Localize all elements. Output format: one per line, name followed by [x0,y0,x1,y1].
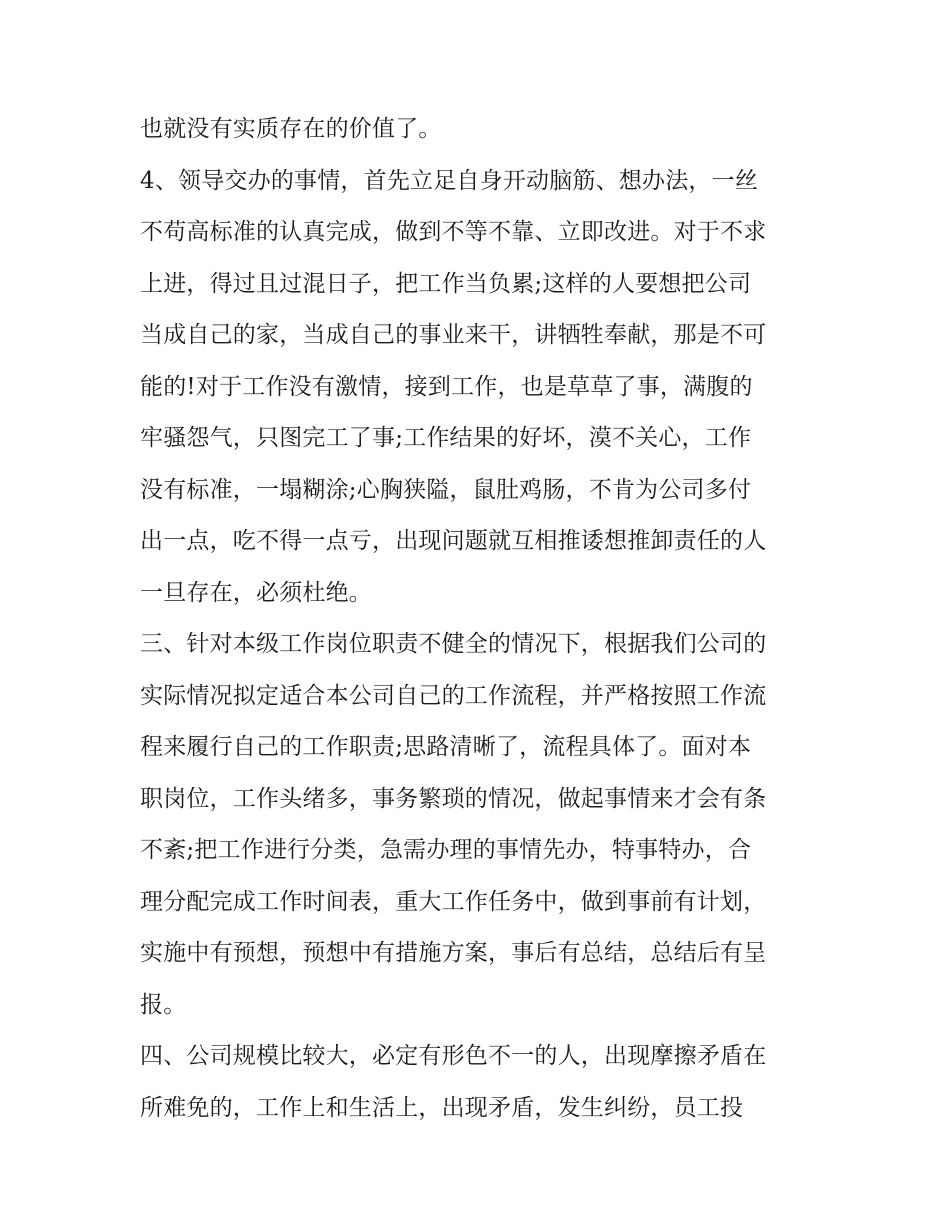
text-line: 实际情况拟定适合本公司自己的工作流程，并严格按照工作流 [140,682,767,709]
text-line: 出一点，吃不得一点亏，出现问题就互相推诿想推卸责任的人 [140,528,767,554]
text-line: 牢骚怨气，只图完工了事;工作结果的好坏，漠不关心，工作 [140,425,752,451]
text-line: 上进，得过且过混日子，把工作当负累;这样的人要想把公司 [140,270,752,297]
text-line: 理分配完成工作时间表，重大工作任务中，做到事前有计划， [140,888,767,915]
text-line: 四、公司规模比较大，必定有形色不一的人，出现摩擦矛盾在 [140,1043,767,1069]
text-line: 三、针对本级工作岗位职责不健全的情况下，根据我们公司的 [140,631,767,657]
text-line: 也就没有实质存在的价值了。 [140,116,442,142]
text-line: 一旦存在，必须杜绝。 [140,579,372,606]
text-line: 报。 [140,991,187,1018]
text-line: 没有标准，一塌糊涂;心胸狭隘，鼠肚鸡肠，不肯为公司多付 [140,476,752,503]
text-line: 能的!对于工作没有激情，接到工作，也是草草了事，满腹的 [140,373,753,400]
document-body [140,104,820,1134]
text-line: 不苟高标准的认真完成，做到不等不靠、立即改进。对于不求 [140,219,767,245]
text-line: 程来履行自己的工作职责;思路清晰了，流程具体了。面对本 [140,734,752,760]
text-line: 所难免的，工作上和生活上，出现矛盾，发生纠纷，员工投 [140,1094,744,1121]
text-line: 当成自己的家，当成自己的事业来干，讲牺牲奉献，那是不可 [140,322,767,348]
text-line: 不紊;把工作进行分类，急需办理的事情先办，特事特办，合 [140,837,752,863]
text-line: 实施中有预想，预想中有措施方案，事后有总结，总结后有呈 [140,940,767,966]
text-line: 4、领导交办的事情，首先立足自身开动脑筋、想办法，一丝 [140,167,759,194]
text-line: 职岗位，工作头绪多，事务繁琐的情况，做起事情来才会有条 [140,785,767,812]
